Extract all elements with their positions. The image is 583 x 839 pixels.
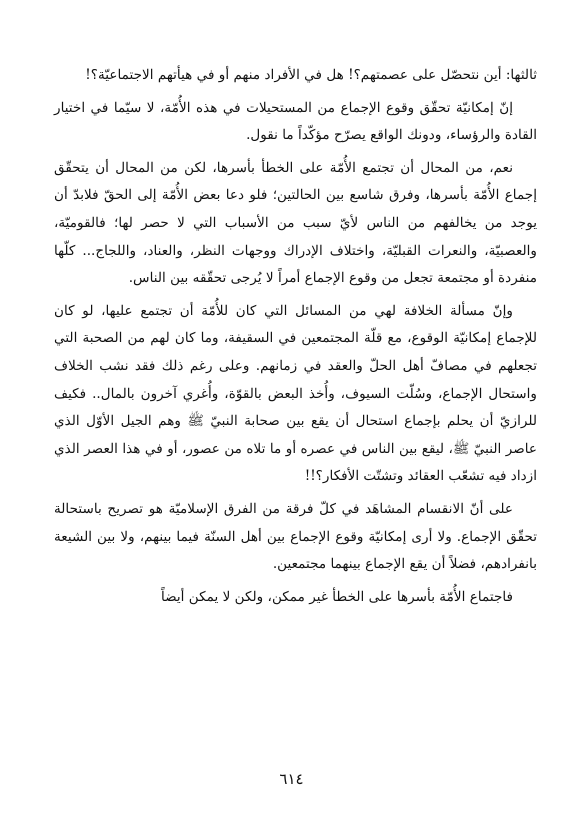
paragraph-2: إنّ إمكانيّة تحقّق وقوع الإجماع من المستحيلات في هذه الأُمّة، لا سيّما في اختيار القادة والرؤساء، ودونك الواقع يصرّح مؤكّداً ما نقول.	[54, 99, 537, 144]
paragraph-6: فاجتماع الأُمّة بأسرها على الخطأ غير ممكن، ولكن لا يمكن أيضاً	[160, 588, 513, 605]
text-body	[54, 62, 537, 611]
paragraph-4: وإنّ مسألة الخلافة لهي من المسائل التي كان للأُمّة أن تجتمع عليها، لو كان للإجماع إمكانيّة الوقوع، مع قلّة المجتمعين في السقيفة، وما كان لهم من الصحبة التي تجعلهم في مصافّ أهل الحلّ والعقد في زمانهم. وعلى رغم ذلك فقد نشب الخلاف واستحال الإجماع، وسُلّت السيوف، وأُخذ البعض بالقوّة، وأُغري آخرون بالمال.. فكيف للرازيّ أن يحلم بإجماع استحال أن يقع بين صحابة النبيّ ﷺ وهم الجيل الأوّل الذي عاصر النبيّ ﷺ، ليقع بين الناس في عصره أو ما تلاه من عصور، أو في هذا العصر الذي ازداد فيه تشعّب العقائد وتشتّت الأفكار؟!!	[54, 302, 537, 485]
paragraph-5: على أنّ الانقسام المشاهَد في كلّ فرقة من الفرق الإسلاميّة هو تصريح باستحالة تحقّق الإجماع. ولا أرى إمكانيّة وقوع الإجماع بين أهل السنّة فيما بينهم، ولا بين الشيعة بانفرادهم، فضلاً أن يقع الإجماع بينهما مجتمعين.	[54, 500, 537, 573]
page-number: ٦١٤	[279, 770, 304, 788]
paragraph-3: نعم، من المحال أن تجتمع الأُمّة على الخطأ بأسرها، لكن من المحال أن يتحقّق إجماع الأُمّة بأسرها، وفرق شاسع بين الحالتين؛ فلو دعا بعض الأُمّة إلى الحقّ فلابدّ أن يوجد من يخالفهم من الناس لأيّ سبب من الأسباب التي لا حصر لها؛ فالقوميّة، والعصبيّة، والنعرات القبليّة، واختلاف الإدراك ووجهات النظر، والعناد، واللجاج... كلّها منفردة أو مجتمعة تجعل من وقوع الإجماع أمراً لا يُرجى تحقّقه بين الناس.	[54, 159, 537, 287]
paragraph-1: ثالثها: أين نتحصّل على عصمتهم؟! هل في الأفراد منهم أو في هيأتهم الاجتماعيّة؟!	[85, 67, 537, 83]
